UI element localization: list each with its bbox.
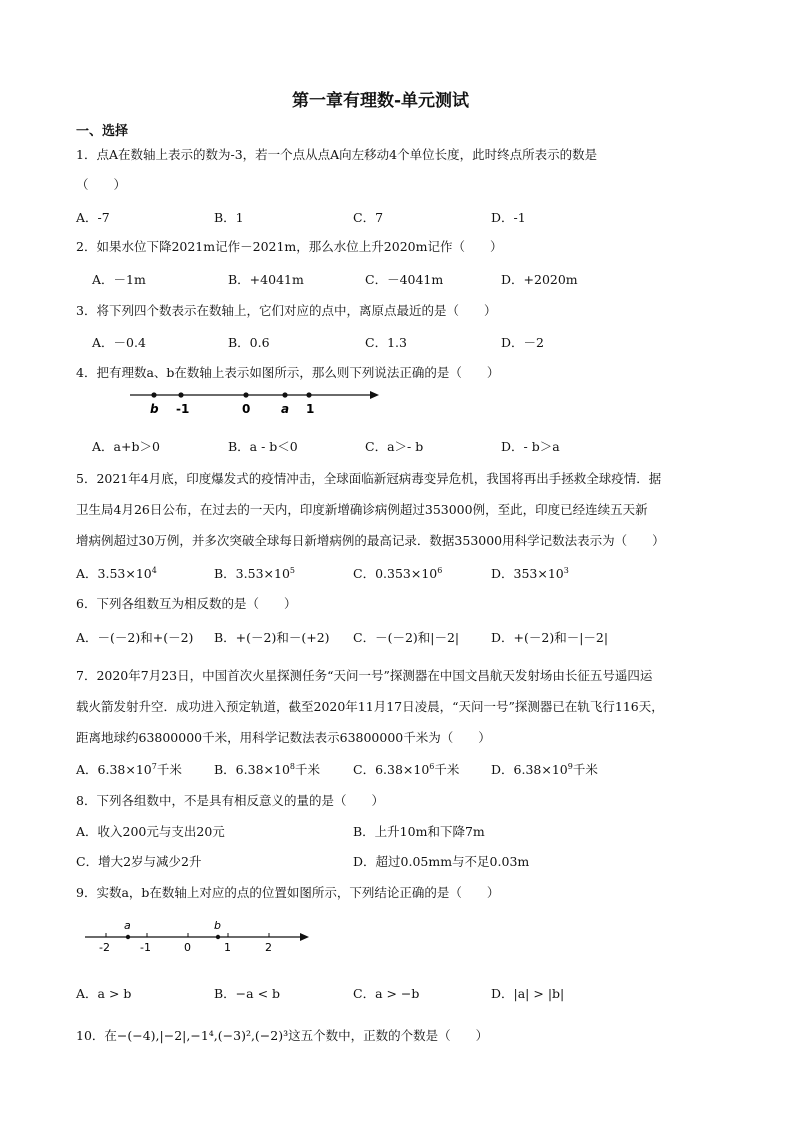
q4-label-a: a	[281, 402, 290, 416]
question-5-line-3: 增病例超过30万例，并多次突破全球每日新增病例的最高记录．数据353000用科学记数法表示为（ ）	[76, 533, 665, 548]
q5-option-b: B．$3.53\times 10^5$	[214, 566, 295, 581]
q3-option-b: B．0.6	[228, 335, 270, 350]
q4-option-c: C．a＞- b	[365, 439, 424, 454]
q3-option-c: C．1.3	[365, 335, 407, 350]
q4-option-a: A．a+b＞0	[92, 439, 160, 454]
question-3-stem: 3．将下列四个数表示在数轴上，它们对应的点中，离原点最近的是（ ）	[76, 303, 497, 318]
q9-tick-neg2: -2	[99, 941, 110, 954]
section-heading: 一、选择	[76, 124, 129, 139]
q7-option-c: C．$6.38\times 10^6$千米	[353, 762, 460, 777]
q8-option-d: D．超过0.05mm与不足0.03m	[353, 854, 530, 869]
q4-option-d: D．- b＞a	[501, 439, 560, 454]
question-4-stem: 4．把有理数a、b在数轴上表示如图所示，那么则下列说法正确的是（ ）	[76, 365, 500, 380]
q6-option-c: C．－(－2)和|－2|	[353, 630, 460, 645]
q2-option-a: A．－1m	[92, 272, 146, 287]
q5-option-d: D．$353\times 10^3$	[491, 566, 569, 581]
q4-label-neg1: -1	[176, 402, 190, 416]
q4-number-line	[125, 384, 385, 420]
q3-option-a: A．－0.4	[92, 335, 146, 350]
q7-option-d: D．$6.38\times 10^9$千米	[491, 762, 598, 777]
q4-option-b: B．a - b＜0	[228, 439, 298, 454]
q2-option-b: B．+4041m	[228, 272, 304, 287]
q9-option-d: D．|a| > |b|	[491, 986, 565, 1001]
question-7-line-2: 载火箭发射升空．成功进入预定轨道，截至2020年11月17日凌晨，“天问一号”探测器已在轨飞行116天，	[76, 699, 664, 714]
q1-option-a: A．-7	[76, 210, 110, 225]
question-1-paren: （ ）	[76, 177, 127, 192]
q9-point-b-label: b	[214, 919, 221, 932]
q4-label-0: 0	[242, 402, 251, 416]
q2-option-c: C．－4041m	[365, 272, 444, 287]
question-5-line-1: 5．2021年4月底，印度爆发式的疫情冲击，全球面临新冠病毒变异危机，我国将再出手拯救全球疫情．据	[76, 471, 662, 486]
question-7-line-3: 距离地球约63800000千米，用科学记数法表示63800000千米为（ ）	[76, 730, 491, 745]
q8-option-b: B．上升10m和下降7m	[353, 824, 485, 839]
question-2-stem: 2．如果水位下降2021m记作－2021m，那么水位上升2020m记作（ ）	[76, 239, 503, 254]
q3-option-d: D．－2	[501, 335, 544, 350]
q9-point-a-label: a	[124, 919, 131, 932]
q4-label-b: b	[150, 402, 159, 416]
question-9-stem: 9．实数a，b在数轴上对应的点的位置如图所示，下列结论正确的是（ ）	[76, 885, 500, 900]
question-5-line-2: 卫生局4月26日公布，在过去的一天内，印度新增确诊病例超过353000例，至此，印度已经连续五天新	[76, 502, 648, 517]
q9-option-b: B．−a < b	[214, 986, 281, 1001]
q1-option-c: C．7	[353, 210, 384, 225]
q8-option-a: A．收入200元与支出20元	[76, 824, 225, 839]
page-title: 第一章有理数-单元测试	[292, 91, 470, 111]
q6-option-b: B．+(－2)和－(+2)	[214, 630, 330, 645]
q8-option-c: C．增大2岁与减少2升	[76, 854, 202, 869]
q4-label-1: 1	[306, 402, 315, 416]
question-7-line-1: 7．2020年7月23日，中国首次火星探测任务“天问一号”探测器在中国文昌航天发射场由长征五号遥四运	[76, 668, 653, 683]
q9-number-line	[80, 915, 315, 955]
q6-option-a: A．－(－2)和+(－2)	[76, 630, 194, 645]
q6-option-d: D．+(－2)和－|－2|	[491, 630, 609, 645]
question-10-stem: 10．在−(−4),|−2|,−1⁴,(−3)²,(−2)³这五个数中，正数的个数是（ ）	[76, 1028, 489, 1043]
q9-option-c: C．a > −b	[353, 986, 420, 1001]
question-8-stem: 8．下列各组数中，不是具有相反意义的量的是（ ）	[76, 793, 384, 808]
q1-option-d: D．-1	[491, 210, 526, 225]
q9-option-a: A．a > b	[76, 986, 132, 1001]
q9-tick-1: 1	[224, 941, 231, 954]
question-6-stem: 6．下列各组数互为相反数的是（ ）	[76, 596, 297, 611]
q2-option-d: D．+2020m	[501, 272, 578, 287]
q9-tick-0: 0	[184, 941, 191, 954]
q9-tick-neg1: -1	[140, 941, 151, 954]
q7-option-b: B．$6.38\times 10^8$千米	[214, 762, 321, 777]
q5-option-c: C．$0.353\times 10^6$	[353, 566, 443, 581]
q5-option-a: A．$3.53\times 10^4$	[76, 566, 157, 581]
q1-option-b: B．1	[214, 210, 244, 225]
q7-option-a: A．$6.38\times 10^7$千米	[76, 762, 182, 777]
question-1-stem: 1．点A在数轴上表示的数为-3，若一个点从点A向左移动4个单位长度，此时终点所表示的数是	[76, 147, 598, 162]
q9-tick-2: 2	[265, 941, 272, 954]
